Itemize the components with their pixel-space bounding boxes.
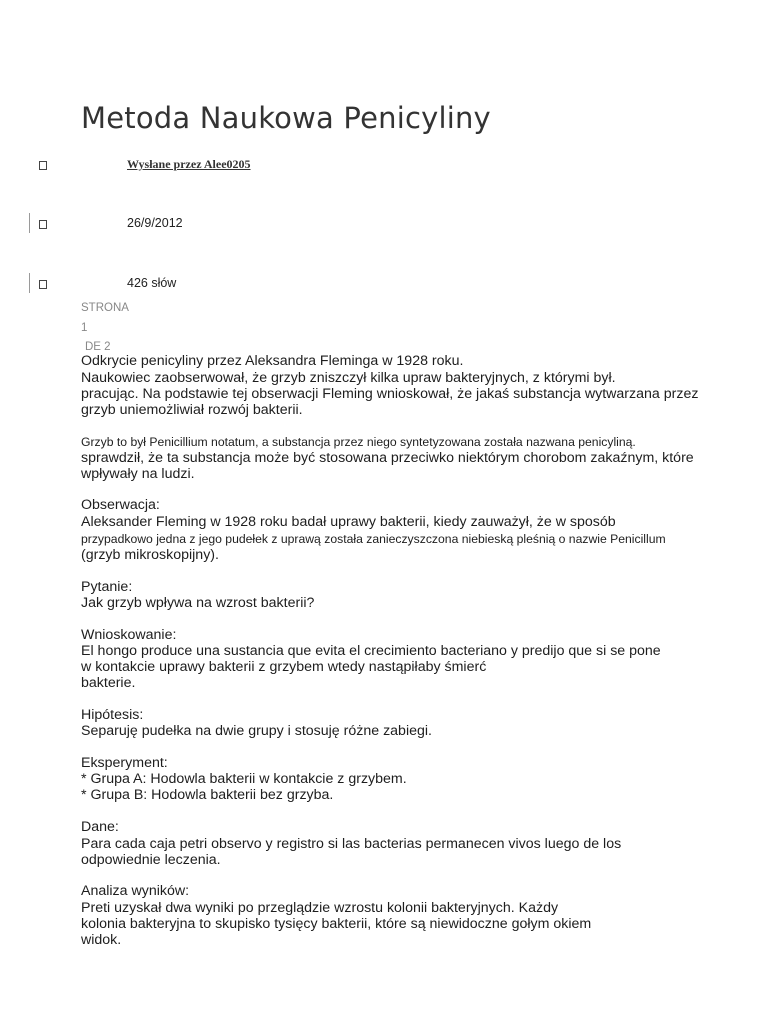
- text-line: Grzyb to był Penicillium notatum, a substancja przez niego syntetyzowana została nazwana penicyliną.: [81, 435, 636, 449]
- text-line: sprawdził, że ta substancja może być stosowana przeciwko niektórym chorobom zakaźnym, które: [81, 450, 694, 466]
- text-line: grzyb uniemożliwiał rozwój bakterii.: [81, 402, 303, 418]
- meta-divider: [29, 213, 30, 233]
- text-line: Odkrycie penicyliny przez Aleksandra Fleminga w 1928 roku.: [81, 353, 464, 369]
- page-label: STRONA: [81, 302, 129, 314]
- post-date: 26/9/2012: [127, 216, 183, 230]
- section-heading: Dane:: [81, 819, 119, 835]
- text-line: odpowiednie leczenia.: [81, 852, 221, 868]
- section-heading: Eksperyment:: [81, 755, 168, 771]
- section-heading: Analiza wyników:: [81, 883, 190, 899]
- text-line: Para cada caja petri observo y registro si las bacterias permanecen vivos luego de los: [81, 836, 622, 852]
- text-line: * Grupa B: Hodowla bakterii bez grzyba.: [81, 787, 334, 803]
- text-line: Naukowiec zaobserwował, że grzyb zniszczył kilka upraw bakteryjnych, z którymi był.: [81, 370, 616, 386]
- text-line: Aleksander Fleming w 1928 roku badał uprawy bakterii, kiedy zauważył, że w sposób: [81, 514, 616, 530]
- text-line: kolonia bakteryjna to skupisko tysięcy bakterii, które są niewidoczne gołym okiem: [81, 916, 592, 932]
- section-heading: Pytanie:: [81, 579, 133, 595]
- text-line: (grzyb mikroskopijny).: [81, 547, 219, 563]
- text-line: bakterie.: [81, 675, 136, 691]
- text-line: pracując. Na podstawie tej obserwacji Fleming wnioskował, że jakaś substancja wytwarzana przez: [81, 386, 699, 402]
- text-line: * Grupa A: Hodowla bakterii w kontakcie z grzybem.: [81, 771, 407, 787]
- text-line: Preti uzyskał dwa wyniki po przeglądzie wzrostu kolonii bakteryjnych. Każdy: [81, 900, 559, 916]
- page-number: 1: [81, 322, 88, 334]
- text-line: w kontakcie uprawy bakterii z grzybem wtedy nastąpiłaby śmierć: [81, 659, 487, 675]
- meta-divider: [29, 273, 30, 293]
- text-line: wpływały na ludzi.: [81, 466, 195, 482]
- page-title: Metoda Naukowa Penicyliny: [81, 101, 491, 135]
- text-line: widok.: [81, 932, 122, 948]
- text-line: przypadkowo jedna z jego pudełek z uprawą została zanieczyszczona niebieską pleśnią o nazwie Penicillum: [81, 532, 666, 546]
- text-line: El hongo produce una sustancia que evita el crecimiento bacteriano y predijo que si se pone: [81, 643, 661, 659]
- section-heading: Obserwacja:: [81, 497, 160, 513]
- text-line: Jak grzyb wpływa na wzrost bakterii?: [81, 595, 315, 611]
- section-heading: Wnioskowanie:: [81, 627, 177, 643]
- word-count: 426 słów: [127, 276, 177, 290]
- text-line: Separuję pudełka na dwie grupy i stosuję różne zabiegi.: [81, 723, 432, 739]
- section-heading: Hipótesis:: [81, 707, 144, 723]
- user-icon: [39, 161, 47, 170]
- page-total: DE 2: [85, 341, 111, 353]
- author-link[interactable]: Wysłane przez Alee0205: [127, 157, 251, 171]
- calendar-icon: [39, 220, 47, 229]
- document-icon: [39, 280, 47, 289]
